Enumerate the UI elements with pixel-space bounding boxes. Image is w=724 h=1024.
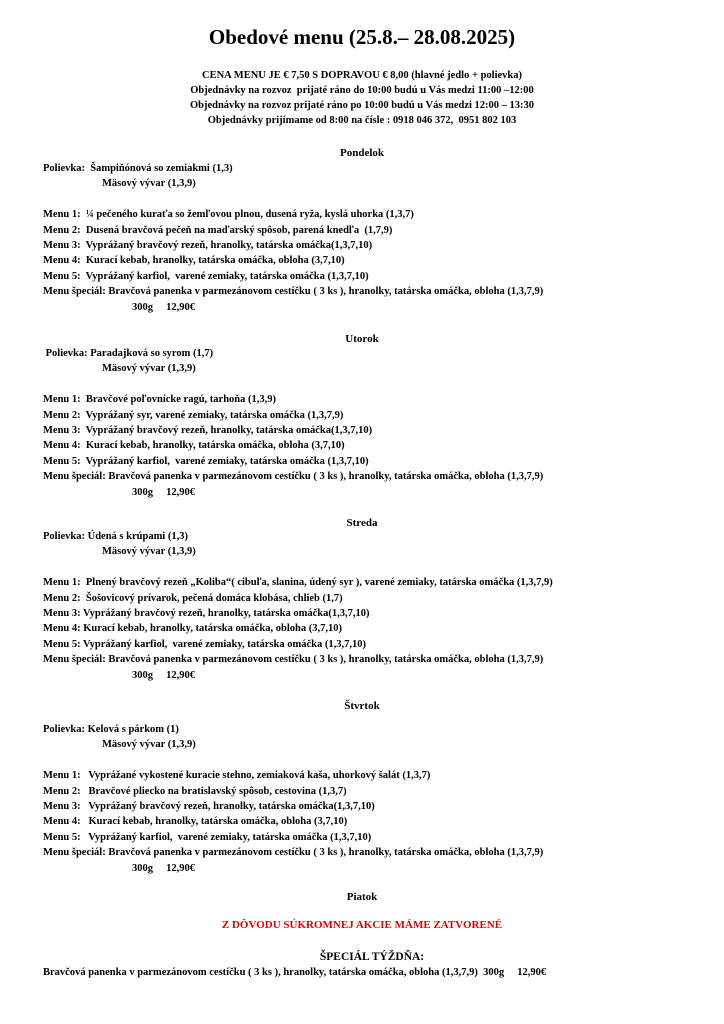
menu-special-item: Menu špeciál: Bravčová panenka v parmezánovom cestíčku ( 3 ks ), hranolky, tatárska omáčka, obloha (1,3,7,9): [43, 847, 544, 859]
menu-item: Menu 2: Dusená bravčová pečeň na maďarský spôsob, parená knedľa (1,7,9): [43, 224, 393, 236]
menu-item: Menu 5: Vyprážaný karfiol, varené zemiaky, tatárska omáčka (1,3,7,10): [43, 270, 369, 282]
menu-item: Menu 1: Vyprážané vykostené kuracie stehno, zemiaková kaša, uhorkový šalát (1,3,7): [43, 770, 431, 782]
day-heading-monday: Pondelok: [339, 147, 384, 159]
weekly-special-title: ŠPECIÁL TÝŽDŇA:: [319, 951, 425, 963]
menu-item: Menu 1: ¼ pečeného kuraťa so žemľovou plnou, dusená ryža, kyslá uhorka (1,3,7): [43, 209, 414, 221]
menu-item: Menu 5: Vyprážaný karfiol, varené zemiaky, tatárska omáčka (1,3,7,10): [43, 831, 372, 843]
menu-item: Menu 2: Šošovicový prívarok, pečená domáca klobása, chlieb (1,7): [43, 592, 343, 604]
menu-special-item: Menu špeciál: Bravčová panenka v parmezánovom cestíčku ( 3 ks ), hranolky, tatárska omáčka, obloha (1,3,7,9): [43, 471, 544, 483]
soup-item: Kelová s párkom (1): [87, 724, 179, 735]
menu-title: Obedové menu (25.8.– 28.08.2025): [208, 25, 516, 49]
soup-item: Mäsový vývar (1,3,9): [102, 739, 196, 751]
soup-item: Šampiňónová so zemiakmi (1,3): [90, 163, 233, 174]
soup-label: Polievka:: [43, 348, 88, 359]
menu-item: Menu 4: Kurací kebab, hranolky, tatárska omáčka, obloha (3,7,10): [43, 816, 348, 828]
menu-item: Menu 5: Vyprážaný karfiol, varené zemiaky, tatárska omáčka (1,3,7,10): [43, 638, 366, 650]
price-info-line: CENA MENU JE € 7,50 S DOPRAVOU € 8,00 (hlavné jedlo + polievka): [201, 70, 522, 81]
menu-item: Menu 2: Vyprážaný syr, varené zemiaky, tatárska omáčka (1,3,7,9): [43, 409, 344, 421]
day-menu-wednesday: [43, 529, 713, 683]
menu-item: Menu 1: Bravčové poľovnícke ragú, tarhoňa (1,3,9): [43, 394, 276, 406]
day-menu-tuesday: [43, 346, 713, 500]
soup-row: [43, 722, 713, 737]
menu-item: Menu 3: Vyprážaný bravčový rezeň, hranolky, tatárska omáčka(1,3,7,10): [43, 239, 373, 251]
menu-special-item: Menu špeciál: Bravčová panenka v parmezánovom cestíčku ( 3 ks ), hranolky, tatárska omáčka, obloha (1,3,7,9): [43, 654, 544, 666]
day-heading-thursday: Štvrtok: [344, 700, 380, 712]
phone-info-line: Objednávky prijímame od 8:00 na čísle : 0918 046 372, 0951 802 103: [207, 115, 517, 126]
soup-item: Mäsový vývar (1,3,9): [102, 178, 196, 190]
delivery-info-line: Objednávky na rozvoz prijaté ráno do 10:00 budú u Vás medzi 11:00 –12:00: [190, 85, 534, 96]
menu-item: Menu 2: Bravčové pliecko na bratislavský spôsob, cestovina (1,3,7): [43, 785, 347, 797]
order-info: [0, 68, 724, 128]
soup-item: Mäsový vývar (1,3,9): [102, 546, 196, 558]
special-price: 300g 12,90€: [132, 301, 195, 313]
soup-label: Polievka:: [43, 163, 85, 174]
soup-row: [43, 161, 713, 176]
day-heading-friday: Piatok: [346, 891, 378, 903]
closed-notice: Z DÔVODU SÚKROMNEJ AKCIE MÁME ZATVORENÉ: [221, 919, 503, 931]
soup-item: Mäsový vývar (1,3,9): [102, 363, 196, 375]
soup-row: [43, 346, 713, 361]
special-price: 300g 12,90€: [132, 486, 195, 498]
soup-row: [43, 529, 713, 544]
day-heading-wednesday: Streda: [346, 517, 378, 529]
soup-label: Polievka:: [43, 724, 85, 735]
soup-item: Paradajková so syrom (1,7): [90, 348, 214, 359]
special-price: 300g 12,90€: [132, 862, 195, 874]
special-price: 300g 12,90€: [132, 669, 195, 681]
day-menu-thursday: [43, 722, 713, 876]
menu-item: Menu 3: Vyprážaný bravčový rezeň, hranolky, tatárska omáčka(1,3,7,10): [43, 607, 370, 619]
day-menu-monday: [43, 161, 713, 315]
menu-item: Menu 5: Vyprážaný karfiol, varené zemiaky, tatárska omáčka (1,3,7,10): [43, 455, 369, 467]
menu-item: Menu 1: Plnený bravčový rezeň „Koliba“( cibuľa, slanina, údený syr ), varené zemiaky, tatárska omáčka (1,3,7,9): [43, 577, 553, 589]
menu-item: Menu 3: Vyprážaný bravčový rezeň, hranolky, tatárska omáčka(1,3,7,10): [43, 800, 375, 812]
menu-item: Menu 3: Vyprážaný bravčový rezeň, hranolky, tatárska omáčka(1,3,7,10): [43, 424, 373, 436]
day-heading-tuesday: Utorok: [345, 333, 379, 345]
weekly-special-text: Bravčová panenka v parmezánovom cestíčku ( 3 ks ), hranolky, tatárska omáčka, obloha (1,3,7,9) 300g 12,90€: [43, 967, 547, 978]
menu-item: Menu 4: Kurací kebab, hranolky, tatárska omáčka, obloha (3,7,10): [43, 255, 345, 267]
soup-item: Údená s krúpami (1,3): [87, 531, 188, 542]
menu-item: Menu 4: Kurací kebab, hranolky, tatárska omáčka, obloha (3,7,10): [43, 623, 342, 635]
delivery-info-line: Objednávky na rozvoz prijaté ráno po 10:00 budú u Vás medzi 12:00 – 13:30: [189, 100, 535, 111]
soup-label: Polievka:: [43, 531, 85, 542]
menu-special-item: Menu špeciál: Bravčová panenka v parmezánovom cestíčku ( 3 ks ), hranolky, tatárska omáčka, obloha (1,3,7,9): [43, 286, 544, 298]
menu-item: Menu 4: Kurací kebab, hranolky, tatárska omáčka, obloha (3,7,10): [43, 440, 345, 452]
